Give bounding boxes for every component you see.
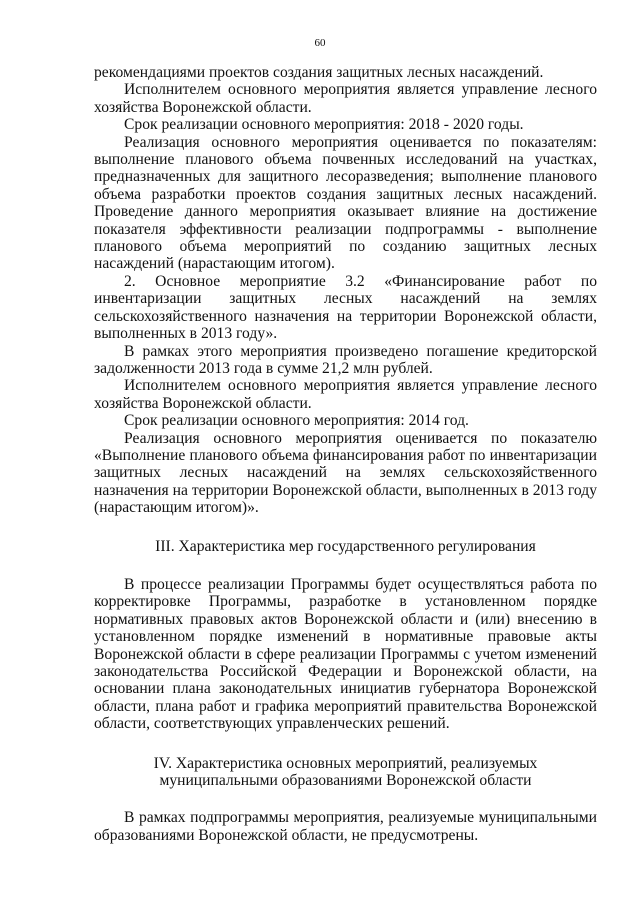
paragraph: Срок реализации основного мероприятия: 2014 год. xyxy=(124,412,469,430)
section-4-heading-line-1: IV. Характеристика основных мероприятий, реализуемых xyxy=(153,754,538,772)
paragraph: Исполнителем основного мероприятия является управление лесного хозяйства Воронежской области. xyxy=(94,377,597,412)
document-body xyxy=(94,64,597,844)
paragraph: Исполнителем основного мероприятия является управление лесного хозяйства Воронежской области. xyxy=(94,81,597,116)
section-4-heading-line-2: муниципальными образованиями Воронежской области xyxy=(159,772,532,790)
section-3-paragraph: В процессе реализации Программы будет осуществляться работа по корректировке Программы, разработке в установленном порядке нормативных правовых актов Воронежской области и (или) внесению в установленном порядке изменений в нормативные правовые акты Воронежской области в сфере реализации Программы с учетом изменений законодательства Российской Федерации и Воронежской области, на основании плана законодательных инициатив губернатора Воронежской области, плана работ и графика мероприятий правительства Воронежской области, соответствующих управленческих решений. xyxy=(94,575,597,733)
section-3-heading: III. Характеристика мер государственного регулирования xyxy=(155,537,536,555)
paragraph: рекомендациями проектов создания защитных лесных насаждений. xyxy=(94,64,544,81)
paragraph: В рамках этого мероприятия произведено погашение кредиторской задолженности 2013 года в сумме 21,2 млн рублей. xyxy=(94,342,597,377)
paragraph: Реализация основного мероприятия оценивается по показателям: выполнение планового объема почвенных исследований на участках, предназначенных для защитного лесоразведения; выполнение планового объема разработки проектов создания защитных лесных насаждений. Проведение данного мероприятия оказывает влияние на достижение показателя эффективности реализации подпрограммы - выполнение планового объема мероприятий по созданию защитных лесных насаждений (нарастающим итогом). xyxy=(94,133,597,273)
section-4-paragraph: В рамках подпрограммы мероприятия, реализуемые муниципальными образованиями Воронежской области, не предусмотрены. xyxy=(94,809,597,844)
paragraph: Реализация основного мероприятия оценивается по показателю «Выполнение планового объема финансирования работ по инвентаризации защитных лесных насаждений на землях сельскохозяйственного назначения на территории Воронежской области, выполненных в 2013 году (нарастающим итогом)». xyxy=(94,429,597,517)
page-number: 60 xyxy=(314,37,326,49)
paragraph: 2. Основное мероприятие 3.2 «Финансирование работ по инвентаризации защитных лесных насаждений на землях сельскохозяйственного назначения на территории Воронежской области, выполненных в 2013 году». xyxy=(94,272,597,343)
section-2-continuation xyxy=(94,64,597,517)
paragraph: Срок реализации основного мероприятия: 2018 - 2020 годы. xyxy=(124,116,524,134)
